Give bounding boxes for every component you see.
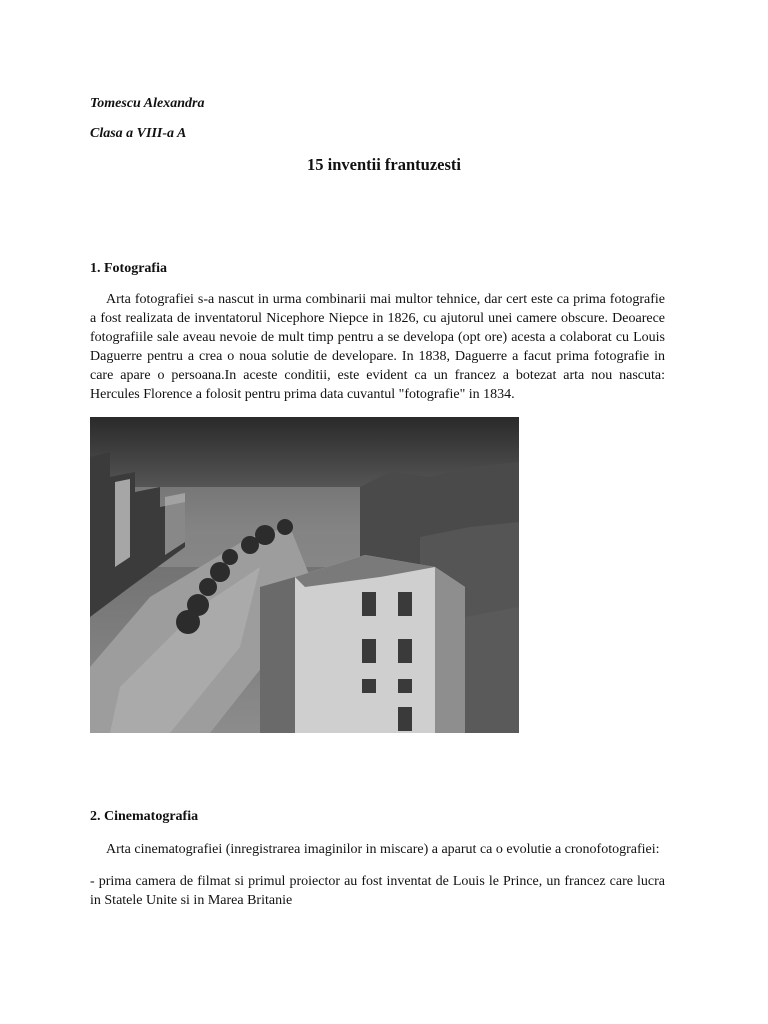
- paragraph-cinematografia-item: - prima camera de filmat si primul proiector au fost inventat de Louis le Prince, un francez care lucra in Statele Unite si in Marea Britanie: [90, 874, 665, 908]
- paragraph-fotografia: Arta fotografiei s-a nascut in urma combinarii mai multor tehnice, dar cert este ca prima fotografie a fost realizata de inventatorul Nicephore Niepce in 1826, cu ajutorul unei camere obscure. Deoarece fotografiile sale aveau nevoie de mult timp pentru a se developa (opt ore) acesta a colaborat cu Louis Daguerre pentru a crea o noua solutie de developare. In 1838, Daguerre a facut prima fotografie in care apare o persoana.In aceste conditii, este evident ca un francez a botezat arta nou nascuta: Hercules Florence a folosit pentru prima data cuvantul "fotografie" in 1834.: [90, 292, 665, 402]
- document-title: 15 inventii frantuzesti: [307, 155, 461, 174]
- photo-boulevard-du-temple: [90, 417, 519, 733]
- section-heading-cinematografia: 2. Cinematografia: [90, 809, 199, 824]
- class-label: Clasa a VIII-a A: [90, 126, 187, 141]
- author-name: Tomescu Alexandra: [90, 96, 205, 111]
- section-heading-fotografia: 1. Fotografia: [90, 261, 167, 276]
- paragraph-cinematografia-intro: Arta cinematografiei (inregistrarea imaginilor in miscare) a aparut ca o evolutie a cronofotografiei:: [106, 842, 660, 857]
